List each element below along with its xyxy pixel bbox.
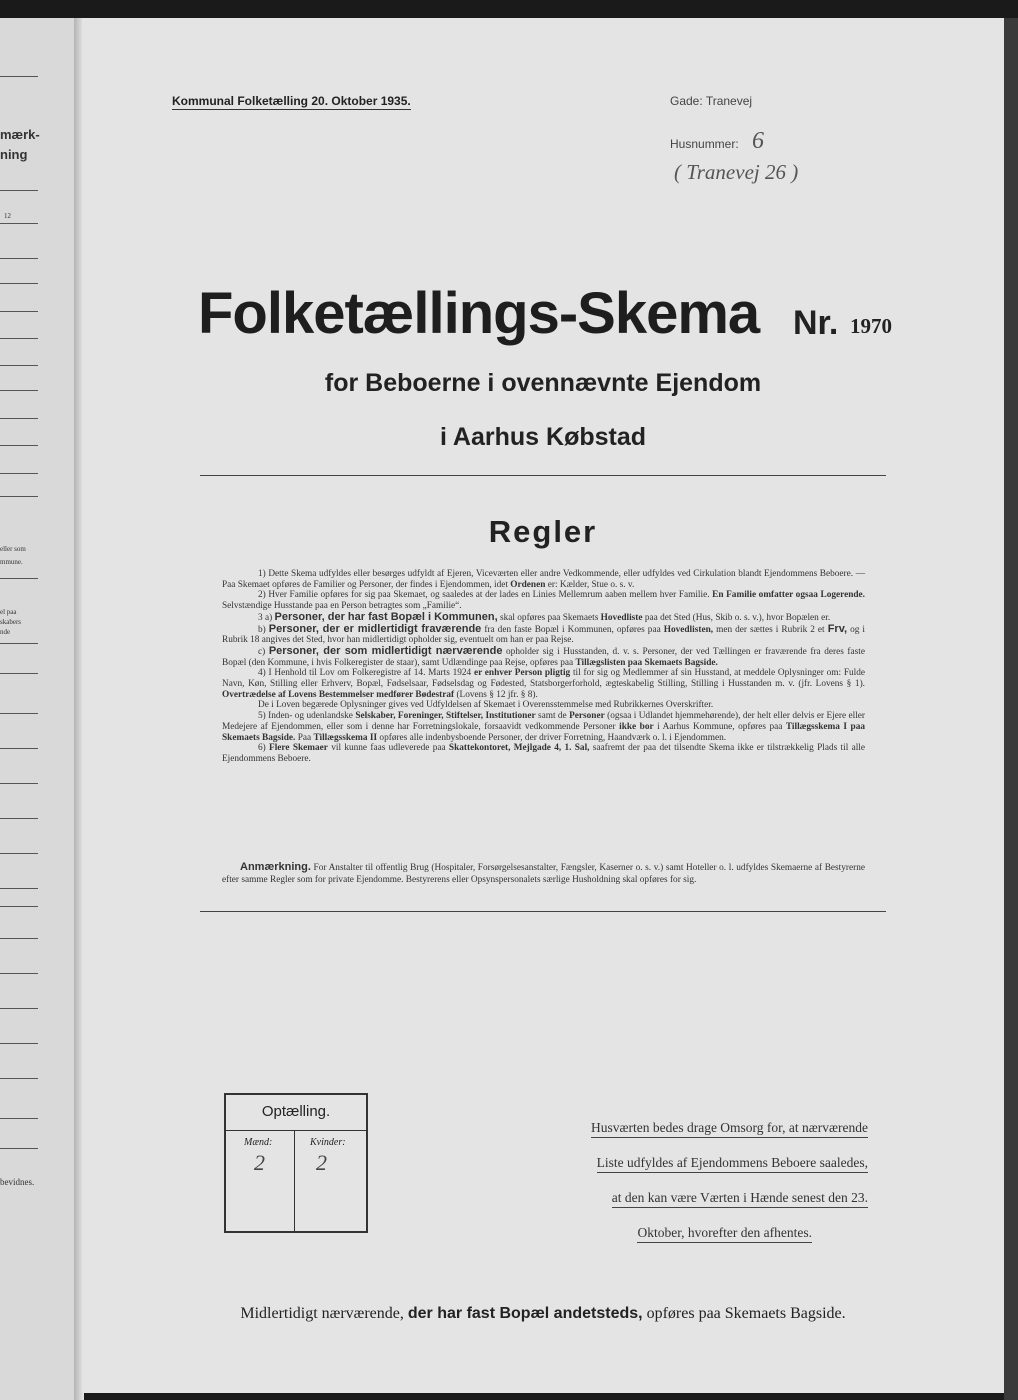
- left-fragment: nde: [0, 628, 11, 636]
- rule-3a: 3 a) Personer, der har fast Bopæl i Kommunen, skal opføres paa Skemaets Hovedliste paa det Sted (Hus, Skib o. s. v.), hvor Bopælen er.: [258, 610, 831, 623]
- remark-text: Anmærkning. For Anstalter til offentlig Brug (Hospitaler, Forsørgelsesanstalter, Fængsler, Kaserner o. s. v.) samt Hoteller o. l. udfyldes Skemaerne af Bestyrerne efter samme Regler som for private Ejendomme. Bestyrerens eller Opsynspersonalets særlige Husholdning skal opføres for sig.: [222, 861, 865, 885]
- left-fragment: bevidnes.: [0, 1177, 35, 1187]
- ruled-line: [0, 1148, 38, 1149]
- ruled-line: [0, 713, 38, 714]
- ruled-line: [0, 311, 38, 312]
- left-fragment: ning: [0, 147, 28, 162]
- ruled-line: [0, 1078, 38, 1079]
- left-fragment: mmune.: [0, 558, 23, 566]
- left-fragment: eller som: [0, 545, 26, 553]
- count-box-title: Optælling.: [226, 1095, 366, 1131]
- page-edge: [1004, 18, 1018, 1400]
- notice-line: Liste udfyldes af Ejendommens Beboere saaledes,: [597, 1155, 868, 1173]
- notice-line: at den kan være Værten i Hænde senest den 23.: [612, 1190, 868, 1208]
- ruled-line: [0, 283, 38, 284]
- left-facing-page: [0, 18, 76, 1400]
- rule-5: 5) Inden- og udenlandske Selskaber, Foreninger, Stiftelser, Institutioner samt de Personer (ogsaa i Udlandet hjemmehørende), der helt eller delvis er Ejere eller Medejere af Ejendommen, eller som i denne har Forretningslokale, forsaavidt vedkommende Personer ikke bor i Aarhus Kommune, opføres paa Tillægsskema I paa Skemaets Bagside. Paa Tillægsskema II opføres alle indenbysboende Personer, der driver Forretning, Haandværk o. l. i Ejendommen.: [222, 711, 866, 743]
- rule-2: 2) Hver Familie opføres for sig paa Skemaet, og saaledes at der lades en Linies Mellemrum aaben mellem hver Familie. En Familie omfatter ogsaa Logerende. Selvstændige Husstande paa en Person betragtes som „Familie“.: [222, 590, 865, 612]
- ruled-line: [0, 973, 38, 974]
- ruled-line: [0, 190, 38, 191]
- men-count: 2: [254, 1150, 265, 1175]
- ruled-line: [0, 888, 38, 889]
- house-number-label: Husnummer:: [670, 137, 739, 151]
- ruled-line: [0, 418, 38, 419]
- ruled-line: [0, 1118, 38, 1119]
- notice-line: Husværten bedes drage Omsorg for, at nærværende: [591, 1120, 868, 1138]
- rule-3c: c) Personer, der som midlertidigt nærværende opholder sig i Husstanden, d. v. s. Personer, der ved Tællingen er fraværende fra deres faste Bopæl (den Kommune, i hvis Folkeregister de staar), samt Udlændinge paa Rejse, opføres paa Tillægslisten paa Skemaets Bagside.: [222, 644, 865, 668]
- landlord-notice: [518, 1110, 868, 1250]
- ruled-line: [0, 818, 38, 819]
- house-number-field: [670, 128, 764, 155]
- ruled-line: [0, 365, 38, 366]
- men-label: Mænd:: [244, 1137, 273, 1148]
- form-number-value: 1970: [850, 314, 892, 338]
- ruled-line: [0, 853, 38, 854]
- count-box: [224, 1093, 368, 1233]
- census-title-line: Kommunal Folketælling 20. Oktober 1935.: [172, 94, 411, 108]
- ruled-line: [0, 783, 38, 784]
- notice-line: Oktober, hvorefter den afhentes.: [637, 1225, 812, 1243]
- divider-line: [200, 475, 886, 476]
- left-fragment: skabers: [0, 618, 21, 626]
- left-fragment: mærk-: [0, 127, 40, 142]
- form-subtitle-city: i Aarhus Købstad: [439, 423, 647, 451]
- form-title: Folketællings-Skema: [198, 281, 760, 346]
- ruled-line: [0, 445, 38, 446]
- street-field: [670, 94, 752, 108]
- ruled-line: [0, 938, 38, 939]
- ruled-line: [0, 1008, 38, 1009]
- street-label: Gade:: [670, 94, 703, 108]
- ruled-line: [0, 1043, 38, 1044]
- count-box-divider: [294, 1130, 295, 1231]
- left-fragment: 12: [4, 212, 11, 220]
- handwritten-note: ( Tranevej 26 ): [674, 160, 799, 184]
- ruled-line: [0, 258, 38, 259]
- rule-4-note: De i Loven begærede Oplysninger gives ved Udfyldelsen af Skemaet i Overensstemmelse med Rubrikkernes Overskrifter.: [258, 700, 714, 711]
- ruled-line: [0, 748, 38, 749]
- census-form-page: [82, 18, 1004, 1393]
- women-count: 2: [316, 1150, 327, 1175]
- rule-6: 6) Flere Skemaer vil kunne faas udleverede paa Skattekontoret, Mejlgade 4, 1. Sal, saafremt der paa det tilsendte Skema ikke er tilstrækkelig Plads til alle Ejendommens Beboere.: [222, 743, 865, 764]
- remark-label: Anmærkning.: [240, 861, 311, 873]
- street-value: Tranevej: [705, 94, 753, 108]
- ruled-line: [0, 673, 38, 674]
- ruled-line: [0, 496, 38, 497]
- ruled-line: [0, 338, 38, 339]
- form-number-label: Nr.: [793, 304, 839, 342]
- ruled-line: [0, 473, 38, 474]
- divider-line: [200, 911, 886, 912]
- rule-3b: b) Personer, der er midlertidigt fraværende fra den faste Bopæl i Kommunen, opføres paa Hovedlisten, men der sættes i Rubrik 2 et Frv, og i Rubrik 18 angives det Sted, hvor han midlertidigt opholder sig, eventuelt om han er paa Rejse.: [222, 622, 865, 646]
- rules-text: [222, 569, 865, 765]
- women-label: Kvinder:: [310, 1137, 346, 1148]
- ruled-line: [0, 223, 38, 224]
- ruled-line: [0, 390, 38, 391]
- ruled-line: [0, 578, 38, 579]
- rules-heading: Regler: [488, 514, 598, 549]
- footer-note: Midlertidigt nærværende, der har fast Bopæl andetsteds, opføres paa Skemaets Bagside.: [240, 1305, 846, 1322]
- left-fragment: el paa: [0, 608, 17, 616]
- ruled-line: [0, 76, 38, 77]
- house-number-value: 6: [752, 128, 765, 154]
- rule-1: 1) Dette Skema udfyldes eller besørges udfyldt af Ejeren, Viceværten eller andre Vedkommende, eller udfyldes ved Cirkulation blandt Ejendommens Beboere. — Paa Skemaet opføres de Familier og Personer, der findes i Ejendommen, idet Ordenen er: Kælder, Stue o. s. v.: [222, 569, 865, 590]
- form-subtitle: for Beboerne i ovennævnte Ejendom: [324, 369, 762, 397]
- ruled-line: [0, 643, 38, 644]
- ruled-line: [0, 906, 38, 907]
- rule-4: 4) I Henhold til Lov om Folkeregistre af 14. Marts 1924 er enhver Person pligtig til for sig og Medlemmer af sin Husstand, at meddele Oplysninger om: Fulde Navn, Køn, Stilling eller Erhverv, Bopæl, Fødselsaar, Fødselsdag og Fødested, Statsborgerforhold, ægteskabelig Stilling, Stilling i Husstanden m. v. (jfr. Lovens § 1). Overtrædelse af Lovens Bestemmelser medfører Bødestraf (Lovens § 12 jfr. § 8).: [222, 668, 865, 700]
